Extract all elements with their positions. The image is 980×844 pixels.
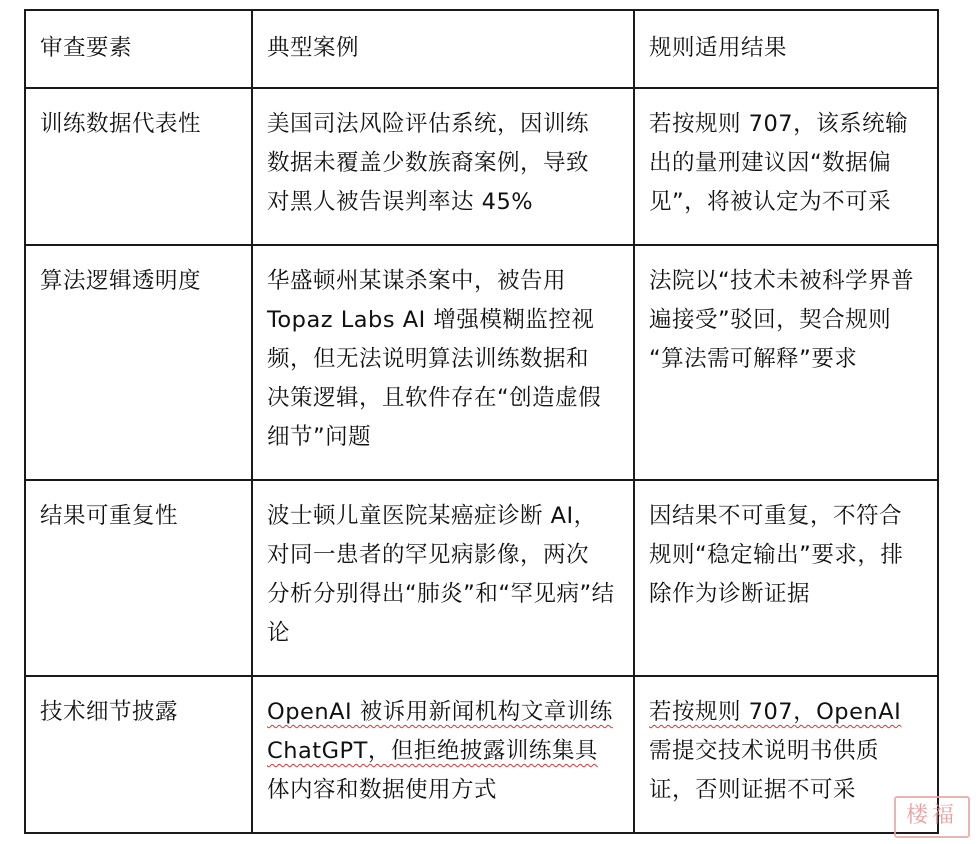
result-text-line: 出的量刑建议因“数据偏 bbox=[649, 150, 892, 176]
review-element-text: 训练数据代表性 bbox=[40, 111, 202, 137]
review-element-text: 结果可重复性 bbox=[40, 503, 179, 529]
header-cell-element bbox=[25, 10, 252, 88]
header-cell-case bbox=[252, 10, 634, 88]
result-cell bbox=[634, 676, 938, 833]
result-cell bbox=[634, 480, 938, 676]
case-text-line: 华盛顿州某谋杀案中，被告用 bbox=[267, 268, 567, 294]
case-text-line: 论 bbox=[267, 620, 291, 646]
table-header-row bbox=[25, 10, 938, 88]
header-label-case: 典型案例 bbox=[267, 35, 360, 61]
review-element-cell bbox=[25, 88, 252, 245]
case-text-line: 对同一患者的罕见病影像，两次 bbox=[267, 542, 590, 568]
result-text-line: 需提交技术说明书供质 bbox=[649, 738, 880, 764]
result-text-line: 遍接受”驳回，契合规则 bbox=[649, 307, 892, 333]
case-text-line: Topaz Labs AI 增强模糊监控视 bbox=[267, 307, 595, 333]
review-element-cell bbox=[25, 480, 252, 676]
result-text-line: 证，否则证据不可采 bbox=[649, 777, 857, 803]
header-label-result: 规则适用结果 bbox=[649, 35, 788, 61]
result-text-line: 若按规则 707，OpenAI bbox=[649, 699, 902, 725]
case-cell bbox=[252, 676, 634, 833]
table-row bbox=[25, 480, 938, 676]
review-element-text: 算法逻辑透明度 bbox=[40, 268, 202, 294]
case-text-line: ChatGPT，但拒绝披露训练集具 bbox=[267, 738, 598, 764]
result-text-line: 因结果不可重复，不符合 bbox=[649, 503, 903, 529]
case-cell bbox=[252, 88, 634, 245]
table-row bbox=[25, 245, 938, 480]
header-cell-result bbox=[634, 10, 938, 88]
review-element-cell bbox=[25, 245, 252, 480]
result-text-line: 若按规则 707，该系统输 bbox=[649, 111, 909, 137]
result-text-line: 见”，将被认定为不可采 bbox=[649, 189, 892, 215]
result-text-line: 法院以“技术未被科学界普 bbox=[649, 268, 915, 294]
case-text-line: 美国司法风险评估系统，因训练 bbox=[267, 111, 590, 137]
watermark-seal: 楼福 bbox=[894, 796, 970, 838]
case-text-line: 数据未覆盖少数族裔案例，导致 bbox=[267, 150, 590, 176]
result-text-line: “算法需可解释”要求 bbox=[649, 346, 858, 372]
case-text-line: OpenAI 被诉用新闻机构文章训练 bbox=[267, 699, 613, 725]
case-text-line: 决策逻辑，且软件存在“创造虚假 bbox=[267, 385, 602, 411]
result-text-line: 除作为诊断证据 bbox=[649, 581, 811, 607]
case-text-line: 分析分别得出“肺炎”和“罕见病”结 bbox=[267, 581, 615, 607]
case-text-line: 对黑人被告误判率达 45% bbox=[267, 189, 534, 215]
case-cell bbox=[252, 245, 634, 480]
review-element-cell bbox=[25, 676, 252, 833]
result-cell bbox=[634, 245, 938, 480]
table-row bbox=[25, 676, 938, 833]
case-cell bbox=[252, 480, 634, 676]
result-cell bbox=[634, 88, 938, 245]
case-text-line: 频，但无法说明算法训练数据和 bbox=[267, 346, 590, 372]
review-table bbox=[24, 9, 939, 834]
table-row bbox=[25, 88, 938, 245]
review-element-text: 技术细节披露 bbox=[40, 699, 179, 725]
header-label-element: 审查要素 bbox=[40, 35, 133, 61]
case-text-line: 细节”问题 bbox=[267, 424, 372, 450]
case-text-line: 体内容和数据使用方式 bbox=[267, 777, 498, 803]
result-text-line: 规则“稳定输出”要求，排 bbox=[649, 542, 904, 568]
case-text-line: 波士顿儿童医院某癌症诊断 AI， bbox=[267, 503, 597, 529]
